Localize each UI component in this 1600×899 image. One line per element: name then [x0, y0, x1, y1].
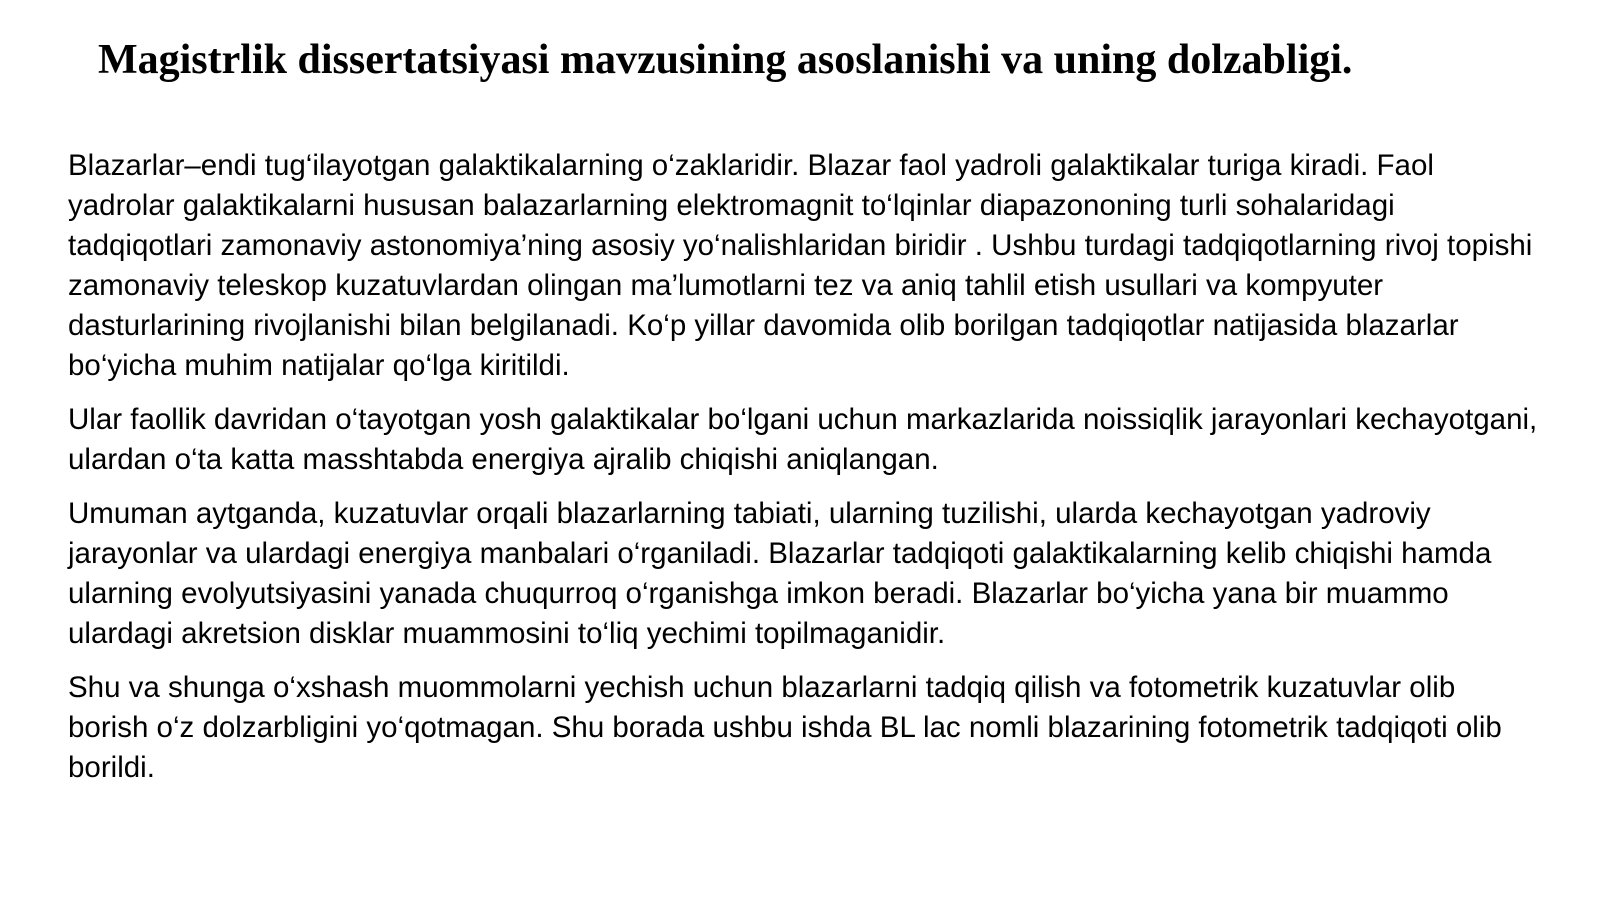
- body-paragraph-2: Ular faollik davridan o‘tayotgan yosh galaktikalar bo‘lgani uchun markazlarida noissiqlik jarayonlari kechayotgani, ulardan o‘ta katta masshtabda energiya ajralib chiqishi aniqlangan.: [68, 403, 1538, 476]
- body-paragraph-3: Umuman aytganda, kuzatuvlar orqali blazarlarning tabiati, ularning tuzilishi, ularda kechayotgan yadroviy jarayonlar va ulardagi energiya manbalari o‘rganiladi. Blazarlar tadqiqoti galaktikalarning kelib chiqishi hamda ularning evolyutsiyasini yanada chuqurroq o‘rganishga imkon beradi. Blazarlar bo‘yicha yana bir muammo ulardagi akretsion disklar muammosini to‘liq yechimi topilmaganidir.: [68, 497, 1492, 650]
- body-paragraph-1: Blazarlar–endi tug‘ilayotgan galaktikalarning o‘zaklaridir. Blazar faol yadroli galaktikalar turiga kiradi. Faol yadrolar galaktikalarni hususan balazarlarning elektromagnit to‘lqinlar diapazononing turli sohalaridagi tadqiqotlari zamonaviy astonomiya’ning asosiy yo‘nalishlaridan biridir . Ushbu turdagi tadqiqotlarning rivoj topishi zamonaviy teleskop kuzatuvlardan olingan ma’lumotlarni tez va aniq tahlil etish usullari va kompyuter dasturlarining rivojlanishi bilan belgilanadi. Ko‘p yillar davomida olib borilgan tadqiqotlar natijasida blazarlar bo‘yicha muhim natijalar qo‘lga kiritildi.: [68, 149, 1533, 382]
- body-paragraph-4: Shu va shunga o‘xshash muommolarni yechish uchun blazarlarni tadqiq qilish va fotometrik kuzatuvlar olib borish o‘z dolzarbligini yo‘qotmagan. Shu borada ushbu ishda BL lac nomli blazarining fotometrik tadqiqoti olib borildi.: [68, 671, 1502, 784]
- slide-title: Magistrlik dissertatsiyasi mavzusining asoslanishi va uning dolzabligi.: [98, 37, 1353, 83]
- slide-body: [68, 146, 1538, 802]
